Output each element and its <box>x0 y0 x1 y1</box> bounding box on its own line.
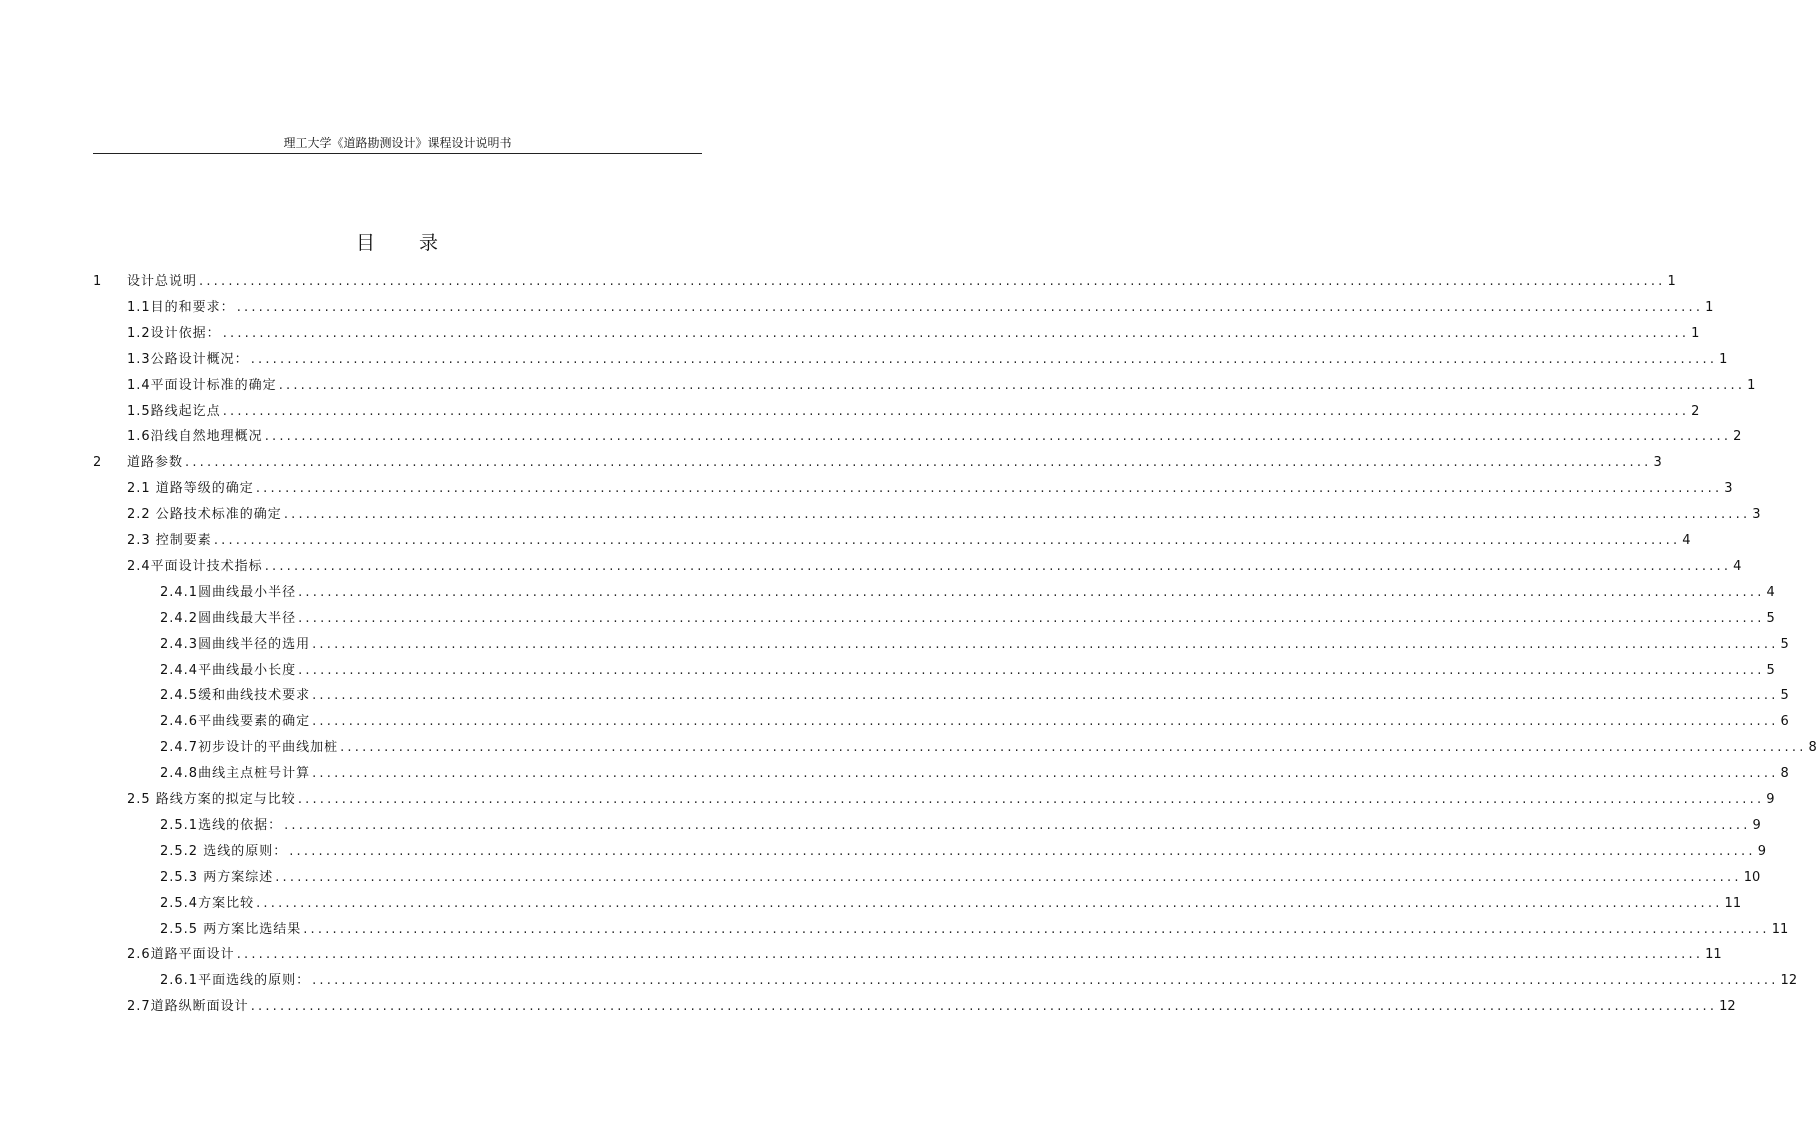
toc-entry-page: 1 <box>1691 326 1700 341</box>
toc-leader-dots: ........................................................................................................................................................................................................ <box>264 559 1732 574</box>
toc-entry-page: 8 <box>1808 740 1817 755</box>
toc-entry[interactable] <box>160 710 1789 730</box>
toc-entry-number: 2 <box>93 455 102 470</box>
toc-leader-dots: ........................................................................................................................................................................................................ <box>255 481 1723 496</box>
toc-entry-text: 2.4.3圆曲线半径的选用 <box>160 637 311 652</box>
toc-entry-page: 12 <box>1780 973 1798 988</box>
toc-entry-text: 2.5.4方案比较 <box>160 896 255 911</box>
toc-leader-dots: ........................................................................................................................................................................................................ <box>312 973 1779 988</box>
toc-entry-text: 1.4平面设计标准的确定 <box>127 378 277 393</box>
toc-leader-dots: ........................................................................................................................................................................................................ <box>213 533 1681 548</box>
toc-entry-page: 5 <box>1766 663 1775 678</box>
toc-entry[interactable] <box>160 736 1817 756</box>
toc-entry-text: 2.5.5 两方案比选结果 <box>160 922 302 937</box>
page-header: 理工大学《道路勘测设计》课程设计说明书 <box>283 136 512 150</box>
toc-entry[interactable] <box>160 607 1775 627</box>
toc-entry[interactable] <box>127 400 1700 420</box>
toc-entry[interactable] <box>127 296 1714 316</box>
toc-entry[interactable] <box>127 348 1728 368</box>
toc-entry-text: 1.5路线起讫点 <box>127 404 221 419</box>
toc-entry-page: 4 <box>1682 533 1691 548</box>
toc-entry-text: 2.4.1圆曲线最小半径 <box>160 585 297 600</box>
toc-leader-dots: ........................................................................................................................................................................................................ <box>250 999 1718 1014</box>
toc-entry-page: 5 <box>1780 637 1789 652</box>
toc-leader-dots: ........................................................................................................................................................................................................ <box>264 429 1732 444</box>
toc-entry-page: 9 <box>1766 792 1775 807</box>
toc-entry-text: 2.4.2圆曲线最大半径 <box>160 611 297 626</box>
toc-leader-dots: ........................................................................................................................................................................................................ <box>298 585 1765 600</box>
toc-entry-text: 1.6沿线自然地理概况 <box>127 429 263 444</box>
toc-entry-page: 11 <box>1705 947 1722 962</box>
toc-entry-page: 9 <box>1757 844 1766 859</box>
toc-entry[interactable] <box>127 529 1691 549</box>
toc-leader-dots: ........................................................................................................................................................................................................ <box>297 792 1765 807</box>
toc-entry-page: 5 <box>1766 611 1775 626</box>
toc-entry-page: 12 <box>1719 999 1736 1014</box>
toc-leader-dots: ........................................................................................................................................................................................................ <box>256 896 1723 911</box>
toc-entry-number: 1 <box>93 274 102 289</box>
toc-entry[interactable] <box>127 322 1700 342</box>
toc-entry[interactable] <box>127 788 1775 808</box>
toc-entry-page: 3 <box>1653 455 1662 470</box>
toc-entry-text: 2.6道路平面设计 <box>127 947 235 962</box>
toc-title-char-2: 录 <box>419 232 439 254</box>
toc-entry-page: 10 <box>1743 870 1761 885</box>
toc-leader-dots: ........................................................................................................................................................................................................ <box>278 378 1746 393</box>
toc-leader-dots: ........................................................................................................................................................................................................ <box>289 844 1756 859</box>
toc-leader-dots: ........................................................................................................................................................................................................ <box>298 663 1765 678</box>
toc-entry-text: 1.3公路设计概况： <box>127 352 249 367</box>
toc-leader-dots: ........................................................................................................................................................................................................ <box>284 818 1751 833</box>
toc-entry[interactable] <box>160 581 1775 601</box>
toc-entry-text: 道路参数 <box>127 455 184 470</box>
toc-entry[interactable] <box>160 684 1789 704</box>
toc-leader-dots: ........................................................................................................................................................................................................ <box>303 922 1770 937</box>
toc-entry[interactable] <box>127 503 1761 523</box>
toc-entry[interactable] <box>160 866 1761 886</box>
toc-entry-page: 6 <box>1780 714 1789 729</box>
toc-entry[interactable] <box>160 659 1775 679</box>
toc-entry-text: 2.4平面设计技术指标 <box>127 559 263 574</box>
toc-entry[interactable] <box>127 477 1733 497</box>
toc-leader-dots: ........................................................................................................................................................................................................ <box>222 326 1690 341</box>
toc-entry-page: 3 <box>1724 481 1733 496</box>
toc-entry[interactable] <box>160 762 1789 782</box>
toc-entry-page: 4 <box>1766 585 1775 600</box>
toc-entry-page: 11 <box>1724 896 1742 911</box>
toc-leader-dots: ........................................................................................................................................................................................................ <box>312 714 1779 729</box>
toc-entry-page: 9 <box>1752 818 1761 833</box>
toc-entry[interactable] <box>127 555 1742 575</box>
toc-entry-text: 2.7道路纵断面设计 <box>127 999 249 1014</box>
toc-entry-page: 11 <box>1771 922 1789 937</box>
toc-entry-text: 1.1目的和要求： <box>127 300 235 315</box>
toc-entry-page: 5 <box>1780 688 1789 703</box>
toc-title-char-1: 目 <box>355 232 375 254</box>
toc-entry-page: 1 <box>1719 352 1728 367</box>
toc-entry[interactable] <box>160 918 1789 938</box>
toc-entry-text: 2.5.3 两方案综述 <box>160 870 274 885</box>
toc-entry-text: 2.6.1平面选线的原则： <box>160 973 311 988</box>
toc-entry[interactable] <box>160 814 1761 834</box>
toc-entry[interactable] <box>160 840 1766 860</box>
toc-entry-text: 2.5 路线方案的拟定与比较 <box>127 792 296 807</box>
toc-entry-text: 2.5.2 选线的原则： <box>160 844 288 859</box>
toc-leader-dots: ........................................................................................................................................................................................................ <box>312 766 1779 781</box>
toc-entry-text: 2.5.1选线的依据： <box>160 818 283 833</box>
toc-leader-dots: ........................................................................................................................................................................................................ <box>283 507 1751 522</box>
toc-entry[interactable] <box>93 451 1662 471</box>
toc-entry-text: 2.4.6平曲线要素的确定 <box>160 714 311 729</box>
toc-entry-text: 1.2设计依据： <box>127 326 221 341</box>
toc-entry[interactable] <box>93 270 1676 290</box>
toc-entry[interactable] <box>127 943 1722 963</box>
toc-entry-page: 4 <box>1733 559 1742 574</box>
toc-leader-dots: ........................................................................................................................................................................................................ <box>312 688 1779 703</box>
toc-leader-dots: ........................................................................................................................................................................................................ <box>236 300 1704 315</box>
toc-entry-page: 1 <box>1667 274 1676 289</box>
toc-entry-text: 2.4.4平曲线最小长度 <box>160 663 297 678</box>
toc-leader-dots: ........................................................................................................................................................................................................ <box>298 611 1765 626</box>
toc-leader-dots: ........................................................................................................................................................................................................ <box>222 404 1690 419</box>
toc-leader-dots: ........................................................................................................................................................................................................ <box>199 274 1666 289</box>
toc-entry-page: 8 <box>1780 766 1789 781</box>
toc-entry-page: 2 <box>1691 404 1700 419</box>
toc-entry-page: 1 <box>1705 300 1714 315</box>
toc-entry-text: 2.2 公路技术标准的确定 <box>127 507 282 522</box>
toc-entry-text: 2.4.7初步设计的平曲线加桩 <box>160 740 339 755</box>
toc-leader-dots: ........................................................................................................................................................................................................ <box>340 740 1807 755</box>
toc-entry-text: 2.1 道路等级的确定 <box>127 481 254 496</box>
toc-entry[interactable] <box>127 374 1756 394</box>
toc-entry-text: 设计总说明 <box>127 274 198 289</box>
toc-entry[interactable] <box>127 425 1742 445</box>
toc-leader-dots: ........................................................................................................................................................................................................ <box>275 870 1742 885</box>
toc-entry-page: 3 <box>1752 507 1761 522</box>
toc-entry-text: 2.4.8曲线主点桩号计算 <box>160 766 311 781</box>
toc-entry-page: 2 <box>1733 429 1742 444</box>
toc-leader-dots: ........................................................................................................................................................................................................ <box>250 352 1718 367</box>
toc-leader-dots: ........................................................................................................................................................................................................ <box>236 947 1704 962</box>
toc-entry[interactable] <box>160 969 1798 989</box>
toc-leader-dots: ........................................................................................................................................................................................................ <box>312 637 1779 652</box>
toc-entry-text: 2.4.5缓和曲线技术要求 <box>160 688 311 703</box>
toc-entry-page: 1 <box>1747 378 1756 393</box>
toc-entry-text: 2.3 控制要素 <box>127 533 212 548</box>
toc-entry[interactable] <box>160 892 1742 912</box>
toc-entry[interactable] <box>127 995 1736 1015</box>
toc-entry[interactable] <box>160 633 1789 653</box>
toc-leader-dots: ........................................................................................................................................................................................................ <box>185 455 1652 470</box>
